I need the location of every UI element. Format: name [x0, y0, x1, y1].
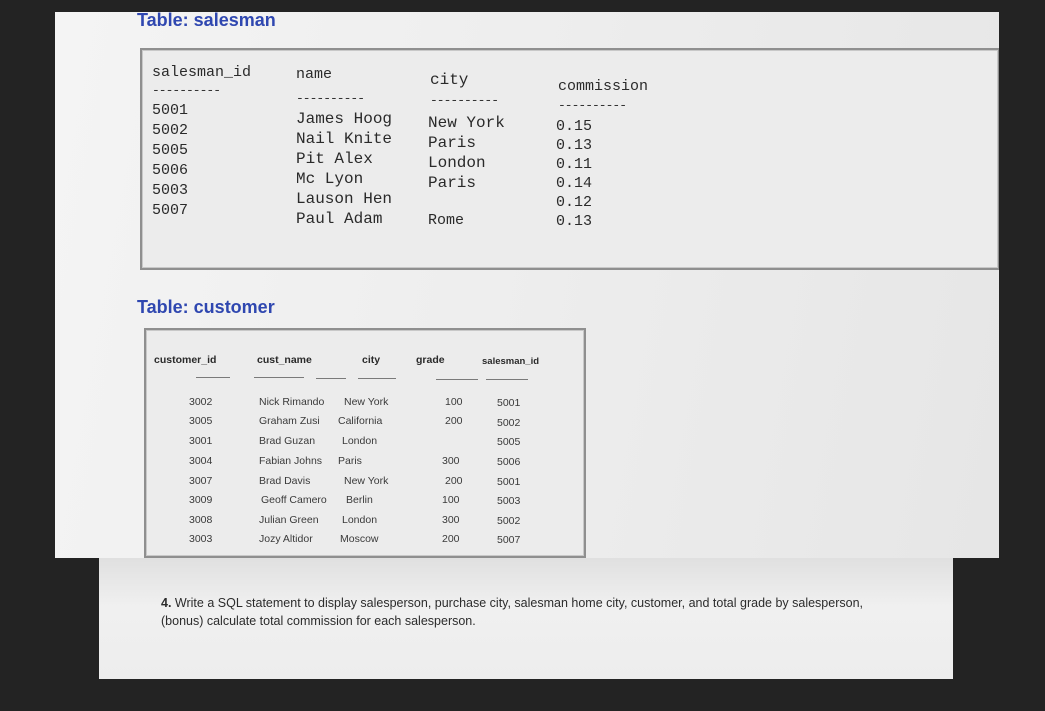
- salesman-cell-commission: 0.11: [556, 156, 593, 173]
- salesman-cell-city: Paris: [428, 134, 477, 152]
- salesman-col-header-commission: commission: [558, 78, 649, 95]
- question-text: Write a SQL statement to display salesperson, purchase city, salesman home city, customer, and total grade by salesperson, (bonus) calculate total commission for each salesperson.: [161, 596, 863, 628]
- customer-cell-id: 3004: [189, 455, 213, 467]
- salesman-cell-commission: 0.13: [556, 137, 593, 154]
- salesman-cell-id: 5005: [152, 142, 189, 159]
- customer-cell-city: Berlin: [346, 494, 373, 506]
- customer-cell-id: 3003: [189, 533, 213, 545]
- salesman-header-rule: ----------: [558, 98, 627, 113]
- salesman-cell-id: 5007: [152, 202, 189, 219]
- customer-table-title: Table: customer: [137, 297, 275, 317]
- salesman-table-title: Table: salesman: [137, 12, 276, 30]
- customer-cell-grade: 200: [445, 475, 463, 487]
- customer-cell-salesman-id: 5007: [497, 534, 521, 546]
- customer-col-header-salesman-id: salesman_id: [482, 356, 540, 367]
- salesman-cell-id: 5002: [152, 122, 189, 139]
- customer-header-rule: [196, 377, 230, 378]
- salesman-cell-city: New York: [428, 114, 505, 132]
- salesman-col-header-salesman-id: salesman_id: [152, 64, 252, 81]
- customer-cell-city: London: [342, 435, 378, 447]
- customer-cell-name: Julian Green: [259, 514, 319, 526]
- customer-cell-salesman-id: 5006: [497, 456, 521, 468]
- salesman-cell-commission: 0.15: [556, 118, 593, 135]
- salesman-cell-city: Rome: [428, 212, 465, 229]
- customer-cell-city: Moscow: [340, 533, 379, 545]
- question-panel: [99, 558, 953, 679]
- salesman-col-header-name: name: [296, 66, 333, 83]
- salesman-header-rule: ----------: [296, 91, 365, 106]
- salesman-table: [140, 48, 999, 270]
- customer-header-rule: [486, 379, 528, 380]
- salesman-cell-name: Mc Lyon: [296, 170, 364, 188]
- customer-cell-id: 3008: [189, 514, 213, 526]
- customer-col-header-grade: grade: [416, 354, 445, 366]
- salesman-header-rule: ----------: [152, 83, 221, 98]
- customer-cell-id: 3001: [189, 435, 213, 447]
- customer-cell-city: Paris: [338, 455, 362, 467]
- salesman-cell-city: London: [428, 154, 486, 172]
- customer-col-header-cust-name: cust_name: [257, 354, 312, 366]
- customer-cell-salesman-id: 5001: [497, 397, 521, 409]
- salesman-cell-name: Lauson Hen: [296, 190, 393, 208]
- customer-cell-city: California: [338, 415, 383, 427]
- salesman-cell-city: Paris: [428, 174, 477, 192]
- customer-cell-grade: 300: [442, 514, 460, 526]
- customer-header-rule: [316, 378, 346, 379]
- customer-header-rule: [358, 378, 396, 379]
- customer-cell-name: Brad Davis: [259, 475, 311, 487]
- customer-cell-name: Nick Rimando: [259, 396, 325, 408]
- salesman-cell-name: Pit Alex: [296, 150, 373, 168]
- customer-cell-grade: 100: [445, 396, 463, 408]
- customer-cell-salesman-id: 5005: [497, 436, 521, 448]
- salesman-cell-commission: 0.14: [556, 175, 593, 192]
- customer-cell-city: New York: [344, 475, 389, 487]
- customer-cell-salesman-id: 5002: [497, 515, 521, 527]
- salesman-cell-id: 5001: [152, 102, 189, 119]
- customer-cell-grade: 200: [442, 533, 460, 545]
- customer-cell-grade: 300: [442, 455, 460, 467]
- worksheet-page: [55, 12, 999, 558]
- customer-cell-salesman-id: 5003: [497, 495, 521, 507]
- customer-cell-name: Jozy Altidor: [259, 533, 313, 545]
- customer-header-rule: [436, 379, 478, 380]
- customer-table: [144, 328, 586, 558]
- salesman-cell-commission: 0.13: [556, 213, 593, 230]
- salesman-cell-id: 5003: [152, 182, 189, 199]
- customer-cell-id: 3009: [189, 494, 213, 506]
- customer-cell-name: Graham Zusi: [259, 415, 320, 427]
- question-number: 4.: [161, 596, 172, 610]
- customer-cell-name: Geoff Camero: [261, 494, 327, 506]
- customer-cell-city: New York: [344, 396, 389, 408]
- salesman-cell-id: 5006: [152, 162, 189, 179]
- salesman-header-rule: ----------: [430, 93, 499, 108]
- customer-cell-grade: 200: [445, 415, 463, 427]
- customer-cell-salesman-id: 5002: [497, 417, 521, 429]
- salesman-cell-commission: 0.12: [556, 194, 593, 211]
- customer-cell-name: Fabian Johns: [259, 455, 323, 467]
- salesman-cell-name: James Hoog: [296, 110, 393, 128]
- customer-col-header-city: city: [362, 354, 381, 366]
- customer-col-header-customer-id: customer_id: [154, 354, 217, 366]
- salesman-cell-name: Paul Adam: [296, 210, 383, 228]
- question-text-block: [161, 594, 881, 630]
- salesman-col-header-city: city: [430, 71, 469, 89]
- customer-cell-id: 3007: [189, 475, 213, 487]
- customer-cell-id: 3002: [189, 396, 213, 408]
- customer-cell-name: Brad Guzan: [259, 435, 316, 447]
- salesman-cell-name: Nail Knite: [296, 130, 393, 148]
- customer-header-rule: [254, 377, 304, 378]
- customer-cell-id: 3005: [189, 415, 213, 427]
- customer-cell-city: London: [342, 514, 378, 526]
- customer-cell-salesman-id: 5001: [497, 476, 521, 488]
- customer-cell-grade: 100: [442, 494, 460, 506]
